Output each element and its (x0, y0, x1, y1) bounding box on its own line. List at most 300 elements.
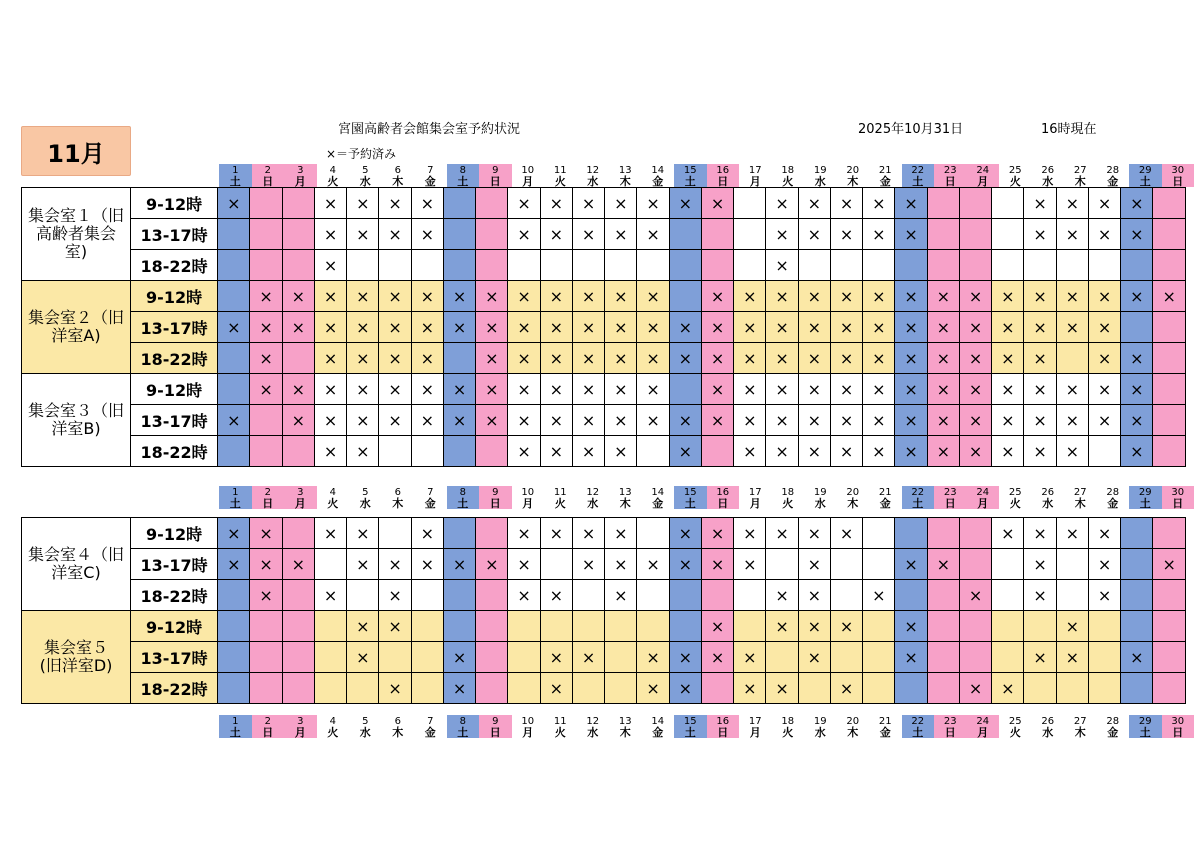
reservation-cell (766, 642, 798, 673)
date-header-cell (382, 715, 415, 738)
reservation-cell (863, 343, 895, 374)
reservation-cell (1153, 642, 1186, 673)
date-number: 8 (459, 165, 466, 176)
reservation-cell (1121, 281, 1153, 312)
reservation-cell (992, 436, 1024, 467)
weekday-label: 金 (879, 497, 891, 510)
reservation-cell (282, 281, 314, 312)
reserved-mark: × (775, 193, 789, 213)
reserved-mark: × (775, 255, 789, 275)
reservation-cell (1153, 549, 1186, 580)
reserved-mark: × (420, 193, 435, 213)
reservation-cell (637, 611, 669, 642)
date-number: 17 (748, 165, 762, 176)
reserved-mark: × (775, 379, 789, 399)
reservation-cell (379, 343, 411, 374)
reservation-cell (1088, 405, 1120, 436)
reservation-cell (766, 219, 798, 250)
reservation-cell (250, 343, 282, 374)
reservation-cell (637, 580, 669, 611)
date-header-cell (544, 715, 577, 738)
reservation-cell (734, 188, 766, 219)
date-header-cell (252, 486, 285, 509)
reserved-mark: × (839, 286, 854, 306)
date-number: 10 (521, 165, 535, 176)
reservation-cell (540, 673, 572, 704)
reserved-mark: × (388, 678, 402, 698)
reserved-mark: × (259, 379, 273, 399)
reservation-cell (1153, 250, 1186, 281)
reserved-mark: × (581, 554, 596, 574)
reservation-cell (1088, 343, 1120, 374)
reserved-mark: × (1001, 348, 1015, 368)
time-slot-label: 18-22時 (130, 673, 217, 704)
weekday-label: 火 (782, 726, 794, 739)
reserved-mark: × (807, 554, 822, 574)
reservation-cell (347, 549, 379, 580)
reserved-mark: × (1001, 379, 1015, 399)
date-number: 8 (459, 487, 466, 498)
reserved-mark: × (323, 410, 338, 430)
weekday-label: 水 (587, 175, 599, 188)
reserved-mark: × (1065, 410, 1080, 430)
date-header-cell (447, 486, 480, 509)
reservation-cell (508, 312, 540, 343)
reservation-cell (766, 405, 798, 436)
date-number: 29 (1138, 716, 1152, 727)
reservation-cell (637, 219, 669, 250)
reserved-mark: × (581, 379, 596, 399)
reservation-cell (1024, 436, 1056, 467)
reservation-cell (766, 188, 798, 219)
reservation-cell (508, 673, 540, 704)
weekday-label: 木 (1074, 726, 1086, 739)
reservation-cell (1056, 642, 1088, 673)
date-header-cell (1129, 715, 1162, 738)
reserved-mark: × (904, 616, 918, 636)
reserved-mark: × (872, 317, 886, 337)
date-number: 2 (264, 487, 271, 498)
reserved-mark: × (1097, 286, 1112, 306)
date-header-cell (772, 164, 805, 187)
reservation-cell (669, 188, 701, 219)
reservation-cell (798, 188, 830, 219)
reservation-cell (863, 281, 895, 312)
reservation-cell (282, 436, 314, 467)
reservation-cell (798, 436, 830, 467)
reservation-cell (379, 611, 411, 642)
reservation-cell (540, 312, 572, 343)
date-header-cell (447, 164, 480, 187)
reservation-cell (572, 405, 604, 436)
weekday-label: 日 (717, 726, 729, 739)
room-name-line: 集会室５ (43, 638, 108, 657)
reserved-mark: × (1033, 410, 1047, 430)
reserved-mark: × (323, 523, 338, 543)
reservation-cell (605, 436, 637, 467)
reservation-cell (476, 518, 508, 549)
reserved-mark: × (743, 317, 757, 337)
table-row (22, 642, 1186, 673)
reserved-mark: × (227, 410, 241, 430)
date-header-cell (869, 164, 902, 187)
reservation-cell (605, 219, 637, 250)
reserved-mark: × (291, 379, 306, 399)
weekday-label: 土 (457, 175, 469, 188)
reservation-cell (766, 611, 798, 642)
reserved-mark: × (581, 647, 596, 667)
reservation-cell (1056, 312, 1088, 343)
reserved-mark: × (485, 317, 499, 337)
weekday-label: 水 (587, 726, 599, 739)
reservation-cell (411, 611, 443, 642)
reserved-mark: × (227, 193, 241, 213)
date-number: 17 (748, 487, 762, 498)
date-number: 7 (427, 716, 434, 727)
reserved-mark: × (291, 317, 306, 337)
reserved-mark: × (839, 224, 854, 244)
reservation-cell (443, 343, 475, 374)
reservation-cell (218, 405, 250, 436)
reserved-mark: × (1097, 317, 1112, 337)
reserved-mark: × (549, 441, 564, 461)
weekday-label: 日 (1172, 175, 1184, 188)
reserved-mark: × (1065, 523, 1080, 543)
date-number: 12 (586, 716, 600, 727)
date-number: 9 (492, 716, 499, 727)
reservation-cell (1088, 580, 1120, 611)
date-number: 13 (618, 716, 632, 727)
reservation-cell (1024, 673, 1056, 704)
reservation-cell (766, 343, 798, 374)
reservation-cell (1024, 250, 1056, 281)
reservation-cell (1121, 549, 1153, 580)
reservation-cell (476, 580, 508, 611)
date-number: 22 (911, 487, 925, 498)
reserved-mark: × (678, 441, 693, 461)
reservation-cell (443, 580, 475, 611)
reservation-cell (927, 642, 959, 673)
reservation-cell (830, 436, 862, 467)
reservation-cell (605, 580, 637, 611)
reserved-mark: × (356, 647, 370, 667)
reserved-mark: × (968, 286, 983, 306)
date-number: 23 (943, 716, 957, 727)
reservation-cell (508, 436, 540, 467)
date-header-cell (707, 486, 740, 509)
reservation-cell (218, 343, 250, 374)
reservation-cell (701, 312, 733, 343)
reservation-cell (572, 580, 604, 611)
date-number: 26 (1041, 716, 1055, 727)
reservation-cell (1056, 405, 1088, 436)
date-number: 24 (976, 165, 990, 176)
reservation-cell (1056, 374, 1088, 405)
date-number: 18 (781, 165, 795, 176)
reservation-cell (637, 374, 669, 405)
reserved-mark: × (1097, 224, 1112, 244)
reservation-cell (992, 549, 1024, 580)
weekday-label: 日 (1172, 497, 1184, 510)
reserved-mark: × (710, 647, 725, 667)
reserved-mark: × (775, 678, 789, 698)
reservation-cell (379, 518, 411, 549)
reservation-cell (282, 673, 314, 704)
reserved-mark: × (646, 193, 660, 213)
date-header-cell (772, 486, 805, 509)
reserved-mark: × (420, 317, 435, 337)
reservation-cell (1153, 518, 1186, 549)
date-header-cell (837, 715, 870, 738)
weekday-label: 土 (229, 175, 241, 188)
reservation-cell (379, 549, 411, 580)
date-header-cell (739, 486, 772, 509)
reservation-cell (701, 436, 733, 467)
reserved-mark: × (1065, 441, 1080, 461)
reserved-mark: × (356, 410, 370, 430)
reserved-mark: × (872, 286, 886, 306)
reserved-mark: × (614, 317, 628, 337)
reservation-cell (476, 219, 508, 250)
date-number: 1 (232, 165, 239, 176)
reserved-mark: × (1033, 348, 1047, 368)
reservation-cell (347, 219, 379, 250)
table-row (22, 312, 1186, 343)
reservation-cell (959, 343, 991, 374)
reservation-cell (830, 405, 862, 436)
reservation-cell (863, 549, 895, 580)
reservation-cell (669, 673, 701, 704)
reserved-mark: × (968, 441, 983, 461)
reservation-cell (959, 580, 991, 611)
weekday-label: 土 (229, 726, 241, 739)
reserved-mark: × (807, 286, 822, 306)
reserved-mark: × (259, 554, 273, 574)
date-header-cell (772, 715, 805, 738)
reserved-mark: × (517, 193, 531, 213)
reservation-cell (959, 436, 991, 467)
reserved-mark: × (646, 379, 660, 399)
weekday-label: 木 (1074, 497, 1086, 510)
date-number: 25 (1008, 165, 1022, 176)
reservation-cell (1088, 518, 1120, 549)
reserved-mark: × (388, 379, 402, 399)
reservation-cell (766, 312, 798, 343)
reserved-mark: × (356, 317, 370, 337)
date-header-cell (414, 164, 447, 187)
reservation-cell (314, 405, 346, 436)
reserved-mark: × (549, 317, 564, 337)
room-name-line: 室) (64, 242, 88, 261)
reservation-cell (734, 580, 766, 611)
reservation-cell (443, 642, 475, 673)
reservation-cell (379, 312, 411, 343)
weekday-label: 金 (879, 726, 891, 739)
reservation-cell (927, 250, 959, 281)
weekday-label: 月 (977, 497, 989, 510)
reserved-mark: × (452, 554, 467, 574)
reservation-cell (314, 374, 346, 405)
reserved-mark: × (549, 585, 564, 605)
reserved-mark: × (259, 585, 273, 605)
reserved-mark: × (678, 554, 693, 574)
reserved-mark: × (1130, 647, 1144, 667)
reservation-cell (959, 250, 991, 281)
reservation-cell (572, 673, 604, 704)
reservation-cell (895, 250, 927, 281)
reserved-mark: × (904, 554, 918, 574)
room-name-line: (旧洋室D) (39, 656, 113, 675)
weekday-label: 水 (1042, 497, 1054, 510)
reserved-mark: × (420, 523, 435, 543)
weekday-label: 金 (652, 497, 664, 510)
reservation-cell (476, 405, 508, 436)
weekday-label: 水 (814, 726, 826, 739)
weekday-label: 水 (814, 497, 826, 510)
reservation-cell (992, 343, 1024, 374)
reservation-cell (701, 580, 733, 611)
reserved-mark: × (356, 379, 370, 399)
date-header-cell (219, 164, 252, 187)
weekday-label: 水 (359, 726, 371, 739)
weekday-label: 金 (1107, 175, 1119, 188)
reserved-mark: × (1033, 317, 1047, 337)
reserved-mark: × (517, 410, 531, 430)
date-header-cell (349, 715, 382, 738)
reserved-mark: × (1001, 441, 1015, 461)
weekday-label: 土 (684, 175, 696, 188)
reservation-cell (218, 642, 250, 673)
date-header-cell (674, 715, 707, 738)
date-header-cell (999, 715, 1032, 738)
reservation-cell (572, 219, 604, 250)
date-number: 5 (362, 487, 369, 498)
weekday-label: 水 (359, 497, 371, 510)
reservation-cell (927, 312, 959, 343)
date-header-cell (1162, 486, 1195, 509)
reservation-cell (572, 549, 604, 580)
weekday-label: 水 (359, 175, 371, 188)
reservation-cell (669, 281, 701, 312)
reservation-cell (959, 188, 991, 219)
reservation-cell (863, 188, 895, 219)
reservation-cell (1121, 219, 1153, 250)
date-number: 15 (683, 165, 697, 176)
reservation-cell (540, 436, 572, 467)
date-header-cell (382, 486, 415, 509)
reservation-block-2 (21, 517, 1186, 704)
reservation-cell (1088, 642, 1120, 673)
table-row (22, 374, 1186, 405)
reservation-cell (1121, 611, 1153, 642)
weekday-label: 火 (554, 175, 566, 188)
reserved-mark: × (291, 286, 306, 306)
reserved-mark: × (839, 317, 854, 337)
reservation-cell (830, 374, 862, 405)
reservation-cell (798, 580, 830, 611)
reservation-cell (476, 374, 508, 405)
reservation-cell (766, 549, 798, 580)
reservation-cell (927, 405, 959, 436)
date-number: 29 (1138, 487, 1152, 498)
reserved-mark: × (614, 523, 628, 543)
reservation-cell (347, 518, 379, 549)
reserved-mark: × (936, 441, 951, 461)
reserved-mark: × (710, 317, 725, 337)
reserved-mark: × (452, 317, 467, 337)
reserved-mark: × (872, 441, 886, 461)
date-number: 15 (683, 716, 697, 727)
reserved-mark: × (323, 224, 338, 244)
reservation-cell (347, 405, 379, 436)
room-name-cell (22, 374, 131, 467)
reservation-cell (637, 673, 669, 704)
reserved-mark: × (872, 410, 886, 430)
reserved-mark: × (356, 554, 370, 574)
reservation-cell (669, 405, 701, 436)
reservation-cell (766, 250, 798, 281)
reserved-mark: × (872, 224, 886, 244)
reserved-mark: × (646, 554, 660, 574)
reservation-cell (992, 219, 1024, 250)
reservation-cell (637, 250, 669, 281)
reservation-cell (476, 343, 508, 374)
reserved-mark: × (356, 286, 370, 306)
date-header-cell (447, 715, 480, 738)
reservation-cell (1121, 673, 1153, 704)
date-header-cell (642, 715, 675, 738)
reserved-mark: × (517, 441, 531, 461)
weekday-label: 土 (912, 726, 924, 739)
table-row (22, 549, 1186, 580)
reservation-cell (218, 673, 250, 704)
reserved-mark: × (1162, 286, 1176, 306)
date-number: 20 (846, 165, 860, 176)
reservation-cell (1024, 549, 1056, 580)
date-header-cell (999, 486, 1032, 509)
reservation-cell (411, 436, 443, 467)
reserved-mark: × (452, 379, 467, 399)
reservation-cell (282, 642, 314, 673)
reservation-cell (282, 312, 314, 343)
reserved-mark: × (356, 523, 370, 543)
reserved-mark: × (1097, 348, 1112, 368)
reservation-cell (1153, 436, 1186, 467)
reserved-mark: × (743, 410, 757, 430)
reservation-cell (669, 580, 701, 611)
reserved-mark: × (581, 441, 596, 461)
reservation-cell (1024, 405, 1056, 436)
reservation-cell (669, 343, 701, 374)
reserved-mark: × (549, 348, 564, 368)
reserved-mark: × (517, 317, 531, 337)
reservation-cell (701, 250, 733, 281)
date-header-cell (382, 164, 415, 187)
reservation-cell (669, 518, 701, 549)
reservation-cell (572, 436, 604, 467)
reservation-cell (250, 673, 282, 704)
reservation-cell (443, 374, 475, 405)
time-slot-label: 18-22時 (130, 343, 217, 374)
reservation-cell (314, 219, 346, 250)
reservation-cell (766, 374, 798, 405)
weekday-label: 月 (294, 175, 306, 188)
date-number: 30 (1171, 487, 1185, 498)
reservation-cell (443, 673, 475, 704)
reserved-mark: × (1033, 379, 1047, 399)
date-number: 13 (618, 487, 632, 498)
page-title: 宮園高齢者会館集会室予約状況 (338, 122, 521, 137)
